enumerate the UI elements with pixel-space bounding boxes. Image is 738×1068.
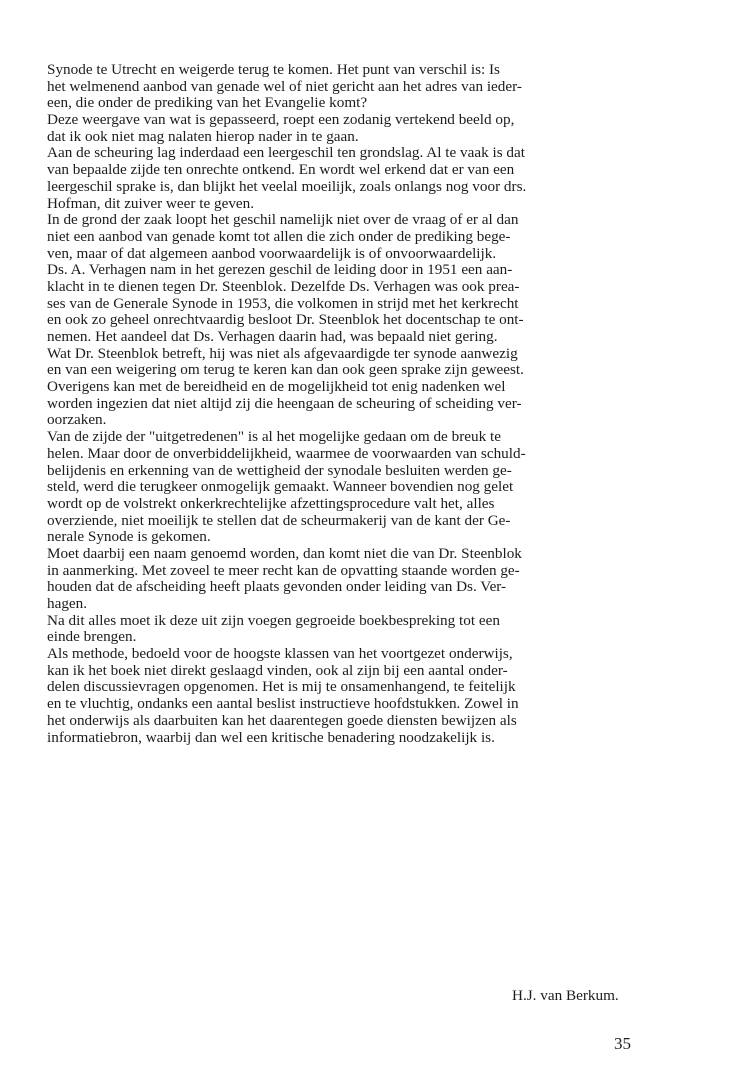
text-line: houden dat de afscheiding heeft plaats gevonden onder leiding van Ds. Ver-: [47, 578, 507, 596]
text-line: In de grond der zaak loopt het geschil namelijk niet over de vraag of er al dan: [47, 211, 519, 229]
text-line: ses van de Generale Synode in 1953, die volkomen in strijd met het kerkrecht: [47, 294, 519, 312]
text-line: oorzaken.: [47, 411, 107, 429]
text-line: Na dit alles moet ik deze uit zijn voegen gegroeide boekbespreking tot een: [47, 611, 500, 629]
text-line: Hofman, dit zuiver weer te geven.: [47, 194, 255, 212]
text-line: steld, werd die terugkeer onmogelijk gemaakt. Wanneer bovendien nog gelet: [47, 478, 514, 496]
text-line: dat ik ook niet mag nalaten hierop nader in te gaan.: [47, 127, 359, 145]
author-signature: H.J. van Berkum.: [512, 987, 619, 1004]
text-line: het welmenend aanbod van genade wel of niet gericht aan het adres van ieder-: [47, 77, 522, 95]
text-line: Overigens kan met de bereidheid en de mogelijkheid tot enig nadenken wel: [47, 378, 506, 396]
text-line: Deze weergave van wat is gepasseerd, roept een zodanig vertekend beeld op,: [47, 111, 515, 129]
page-number: 35: [614, 1034, 631, 1053]
text-line: Ds. A. Verhagen nam in het gerezen geschil de leiding door in 1951 een aan-: [47, 261, 513, 279]
text-line: helen. Maar door de onverbiddelijkheid, waarmee de voorwaarden van schuld-: [47, 444, 526, 462]
body-text: [47, 62, 687, 746]
text-line: klacht in te dienen tegen Dr. Steenblok. Dezelfde Ds. Verhagen was ook prea-: [47, 277, 520, 295]
text-line: hagen.: [47, 595, 88, 612]
text-line: delen discussievragen opgenomen. Het is mij te onsamenhangend, te feitelijk: [47, 678, 516, 696]
text-line: nerale Synode is gekomen.: [47, 528, 211, 546]
text-line: Als methode, bedoeld voor de hoogste klassen van het voortgezet onderwijs,: [47, 645, 513, 663]
text-line: wordt op de volstrekt onkerkrechtelijke afzettingsprocedure valt het, alles: [47, 494, 495, 512]
text-line: en te vluchtig, ondanks een aantal beslist instructieve hoofdstukken. Zowel in: [47, 695, 519, 713]
text-line: in aanmerking. Met zoveel te meer recht kan de opvatting staande worden ge-: [47, 561, 520, 579]
text-line: een, die onder de prediking van het Evangelie komt?: [47, 94, 368, 112]
text-line: van bepaalde zijde ten onrechte ontkend. En wordt wel erkend dat er van een: [47, 161, 515, 179]
text-line: het onderwijs als daarbuiten kan het daarentegen goede diensten bewijzen als: [47, 711, 517, 729]
text-line: en ook zo geheel onrechtvaardig besloot Dr. Steenblok het docentschap te ont-: [47, 311, 524, 329]
text-line: worden ingezien dat niet altijd zij die heengaan de scheuring of scheiding ver-: [47, 394, 522, 412]
text-line: informatiebron, waarbij dan wel een kritische benadering noodzakelijk is.: [47, 728, 495, 746]
text-line: Aan de scheuring lag inderdaad een leergeschil ten grondslag. Al te vaak is dat: [47, 144, 525, 162]
text-line: einde brengen.: [47, 628, 137, 646]
text-line: Wat Dr. Steenblok betreft, hij was niet als afgevaardigde ter synode aanwezig: [47, 344, 518, 362]
text-line: en van een weigering om terug te keren kan dan ook geen sprake zijn geweest.: [47, 361, 524, 379]
text-line: ven, maar of dat algemeen aanbod voorwaardelijk is of onvoorwaardelijk.: [47, 244, 497, 262]
text-line: kan ik het boek niet direkt geslaagd vinden, ook al zijn bij een aantal onder-: [47, 661, 508, 679]
text-line: Moet daarbij een naam genoemd worden, dan komt niet die van Dr. Steenblok: [47, 544, 522, 562]
text-line: leergeschil sprake is, dan blijkt het veelal moeilijk, zoals onlangs nog voor drs.: [47, 177, 527, 195]
text-line: Van de zijde der "uitgetredenen" is al het mogelijke gedaan om de breuk te: [47, 428, 501, 446]
text-line: overziende, niet moeilijk te stellen dat de scheurmakerij van de kant der Ge-: [47, 511, 511, 529]
text-line: belijdenis en erkenning van de wettigheid der synodale besluiten werden ge-: [47, 461, 512, 479]
text-line: Synode te Utrecht en weigerde terug te komen. Het punt van verschil is: Is: [47, 61, 500, 78]
text-line: niet een aanbod van genade komt tot allen die zich onder de prediking bege-: [47, 227, 511, 245]
text-line: nemen. Het aandeel dat Ds. Verhagen daarin had, was bepaald niet gering.: [47, 328, 498, 345]
